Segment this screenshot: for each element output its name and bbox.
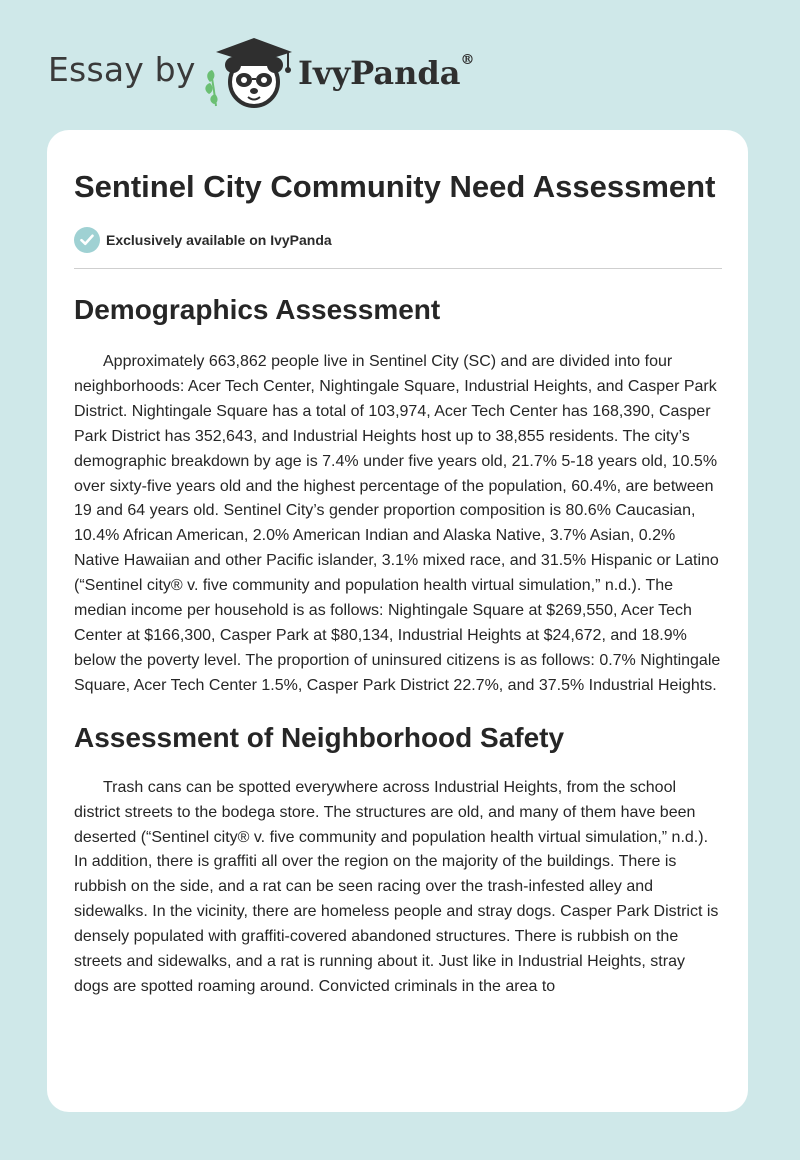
essay-by-label: Essay by xyxy=(48,50,196,89)
brand-name[interactable]: IvyPanda® xyxy=(298,52,475,92)
title-divider xyxy=(74,268,722,269)
section-body-demographics: Approximately 663,862 people live in Sentinel City (SC) and are divided into four neighborhoods: Acer Tech Center, Nightingale Square, Industrial Heights, and Casper Park District. Nightingale Square has a total of 103,974, Acer Tech Center has 168,390, Casper Park District has 352,643, and Industrial Heights host up to 38,855 residents. The city’s demographic breakdown by age is 7.4% under five years old, 21.7% 5-18 years old, 10.5% over sixty-five years old and the highest percentage of the population, 60.4%, are between 19 and 64 years old. Sentinel City’s gender proportion composition is 80.6% Caucasian, 10.4% African American, 2.0% American Indian and Alaska Native, 3.7% Asian, 0.2% Native Hawaiian and other Pacific islander, 3.1% mixed race, and 31.5% Hispanic or Latino (“Sentinel city® v. five community and population health virtual simulation,” n.d.). The median income per household is as follows: Nightingale Square at $269,550, Acer Tech Center at $166,300, Casper Park at $80,134, Industrial Heights at $24,672, and 18.9% below the poverty level. The proportion of uninsured citizens is as follows: 0.7% Nightingale Square, Acer Tech Center 1.5%, Casper Park District 22.7%, and 37.5% Industrial Heights. xyxy=(74,353,721,694)
trademark-symbol: ® xyxy=(460,52,475,68)
site-header xyxy=(48,34,508,114)
check-circle-icon xyxy=(74,227,100,253)
section-body-safety: Trash cans can be spotted everywhere across Industrial Heights, from the school district streets to the bodega store. The structures are old, and many of them have been deserted (“Sentinel city® v. five community and population health virtual simulation,” n.d.). In addition, there is graffiti all over the region on the majority of the buildings. There is rubbish on the side, and a rat can be seen racing over the trash-infested alley and sidewalks. In the vicinity, there are homeless people and stray dogs. Casper Park District is densely populated with graffiti-covered abandoned structures. There is rubbish on the streets and sidewalks, and a rat is running about it. Just like in Industrial Heights, stray dogs are spotted roaming around. Convicted criminals in the area to xyxy=(74,778,719,995)
exclusive-badge xyxy=(74,227,724,253)
article-content xyxy=(74,166,724,1000)
section-heading-demographics: Demographics Assessment xyxy=(74,294,441,325)
panda-graduate-icon xyxy=(200,34,296,110)
section-heading-safety: Assessment of Neighborhood Safety xyxy=(74,721,565,753)
article-title: Sentinel City Community Need Assessment xyxy=(74,169,716,204)
exclusive-badge-label: Exclusively available on IvyPanda xyxy=(106,232,332,248)
article-card xyxy=(47,130,748,1112)
